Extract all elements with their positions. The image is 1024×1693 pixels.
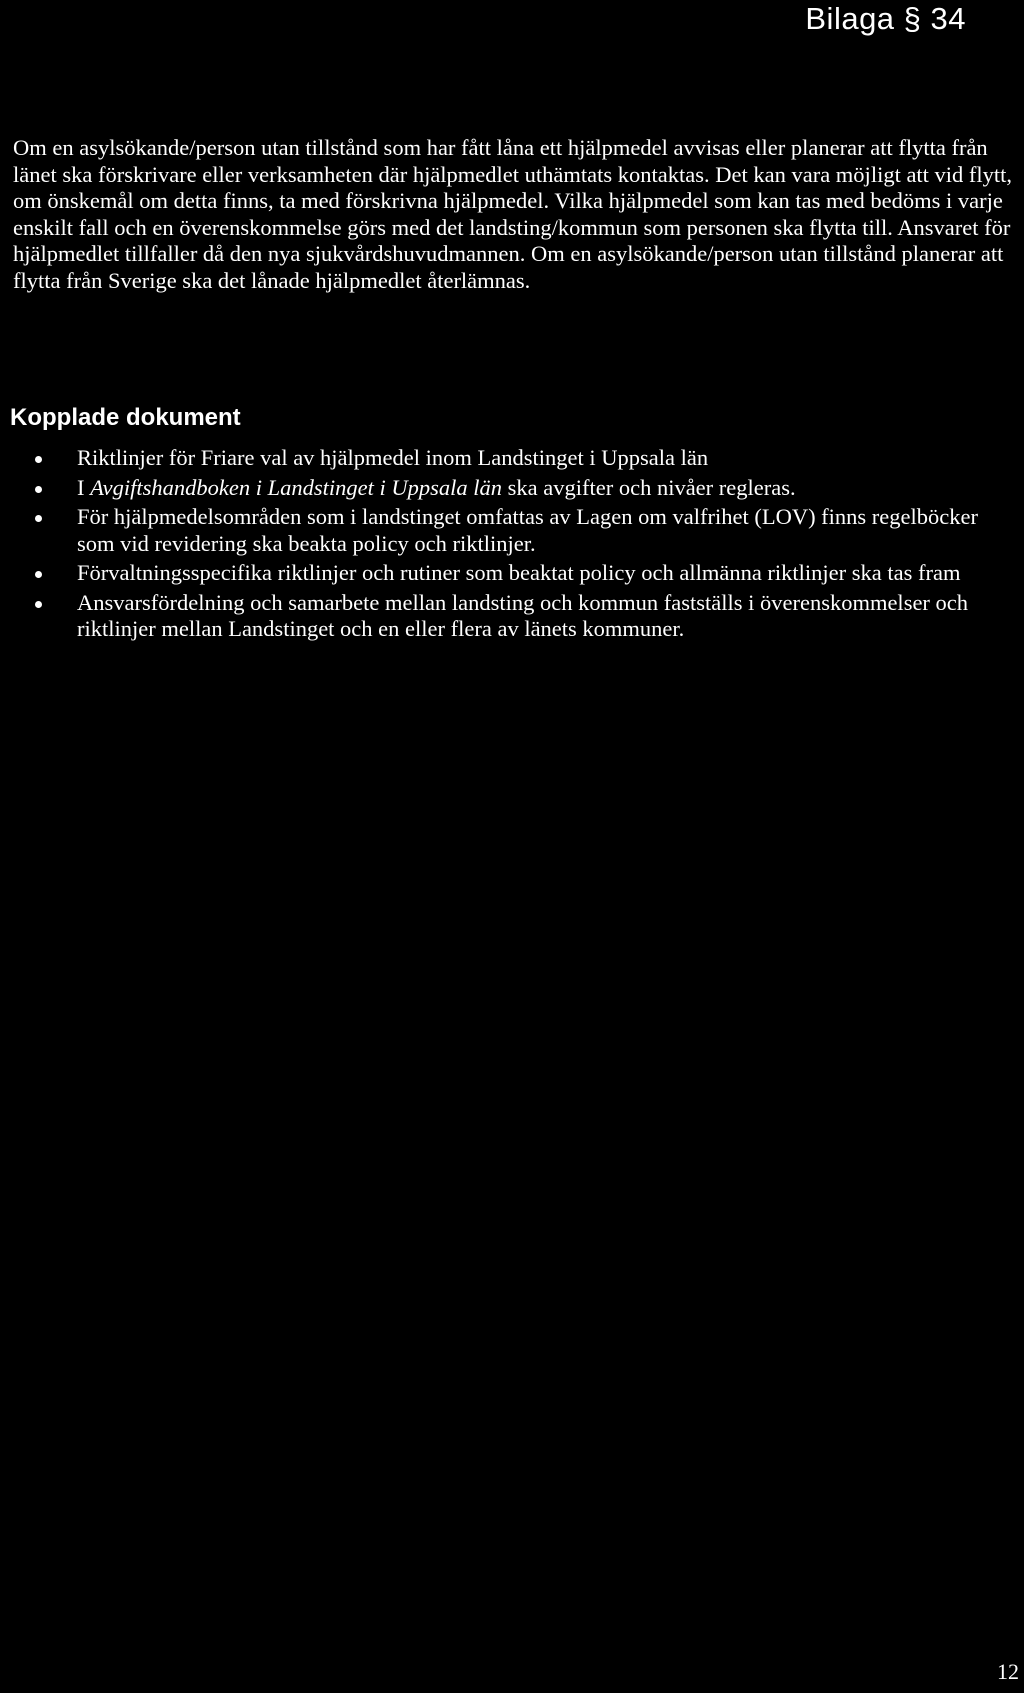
kopplade-dokument-list <box>30 445 1020 646</box>
bullet-icon <box>35 456 42 463</box>
list-item <box>30 475 1020 502</box>
list-item-text: Förvaltningsspecifika riktlinjer och rutiner som beaktat policy och allmänna riktlinjer ska tas fram <box>77 560 961 585</box>
page-number: 12 <box>997 1659 1019 1684</box>
document-title: Avgiftshandboken i Landstinget i Uppsala län <box>90 474 502 500</box>
bullet-icon <box>35 486 42 493</box>
section-heading-kopplade-dokument: Kopplade dokument <box>10 404 241 431</box>
list-item <box>30 445 1020 472</box>
list-item-text: För hjälpmedelsområden som i landstinget omfattas av Lagen om valfrihet (LOV) finns regelböcker som vid revidering ska beakta policy och riktlinjer. <box>77 504 978 556</box>
list-item <box>30 560 1020 587</box>
list-item-text: Ansvarsfördelning och samarbete mellan landsting och kommun fastställs i överenskommelser och riktlinjer mellan Landstinget och en eller flera av länets kommuner. <box>77 589 969 641</box>
bullet-icon <box>35 571 42 578</box>
list-item <box>30 590 1020 643</box>
bullet-icon <box>35 601 42 608</box>
bullet-icon <box>35 515 42 522</box>
list-item-suffix: ska avgifter och nivåer regleras. <box>502 474 796 500</box>
intro-paragraph: Om en asylsökande/person utan tillstånd som har fått låna ett hjälpmedel avvisas eller planerar att flytta från länet ska förskrivare eller verksamheten där hjälpmedlet uthämtats kontaktas. Det kan vara möjligt att vid flytt, om önskemål om detta finns, ta med förskrivna hjälpmedel. Vilka hjälpmedel som kan tas med bedöms i varje enskilt fall och en överenskommelse görs med det landsting/kommun som personen ska flytta till. Ansvaret för hjälpmedlet tillfaller då den nya sjukvårdshuvudmannen. Om en asylsökande/person utan tillstånd planerar att flytta från Sverige ska det lånade hjälpmedlet återlämnas. <box>13 135 1013 293</box>
list-item-text: Riktlinjer för Friare val av hjälpmedel inom Landstinget i Uppsala län <box>77 445 709 470</box>
list-item-prefix: I <box>77 474 91 500</box>
list-item <box>30 504 1020 557</box>
appendix-label: Bilaga § 34 <box>805 1 966 36</box>
